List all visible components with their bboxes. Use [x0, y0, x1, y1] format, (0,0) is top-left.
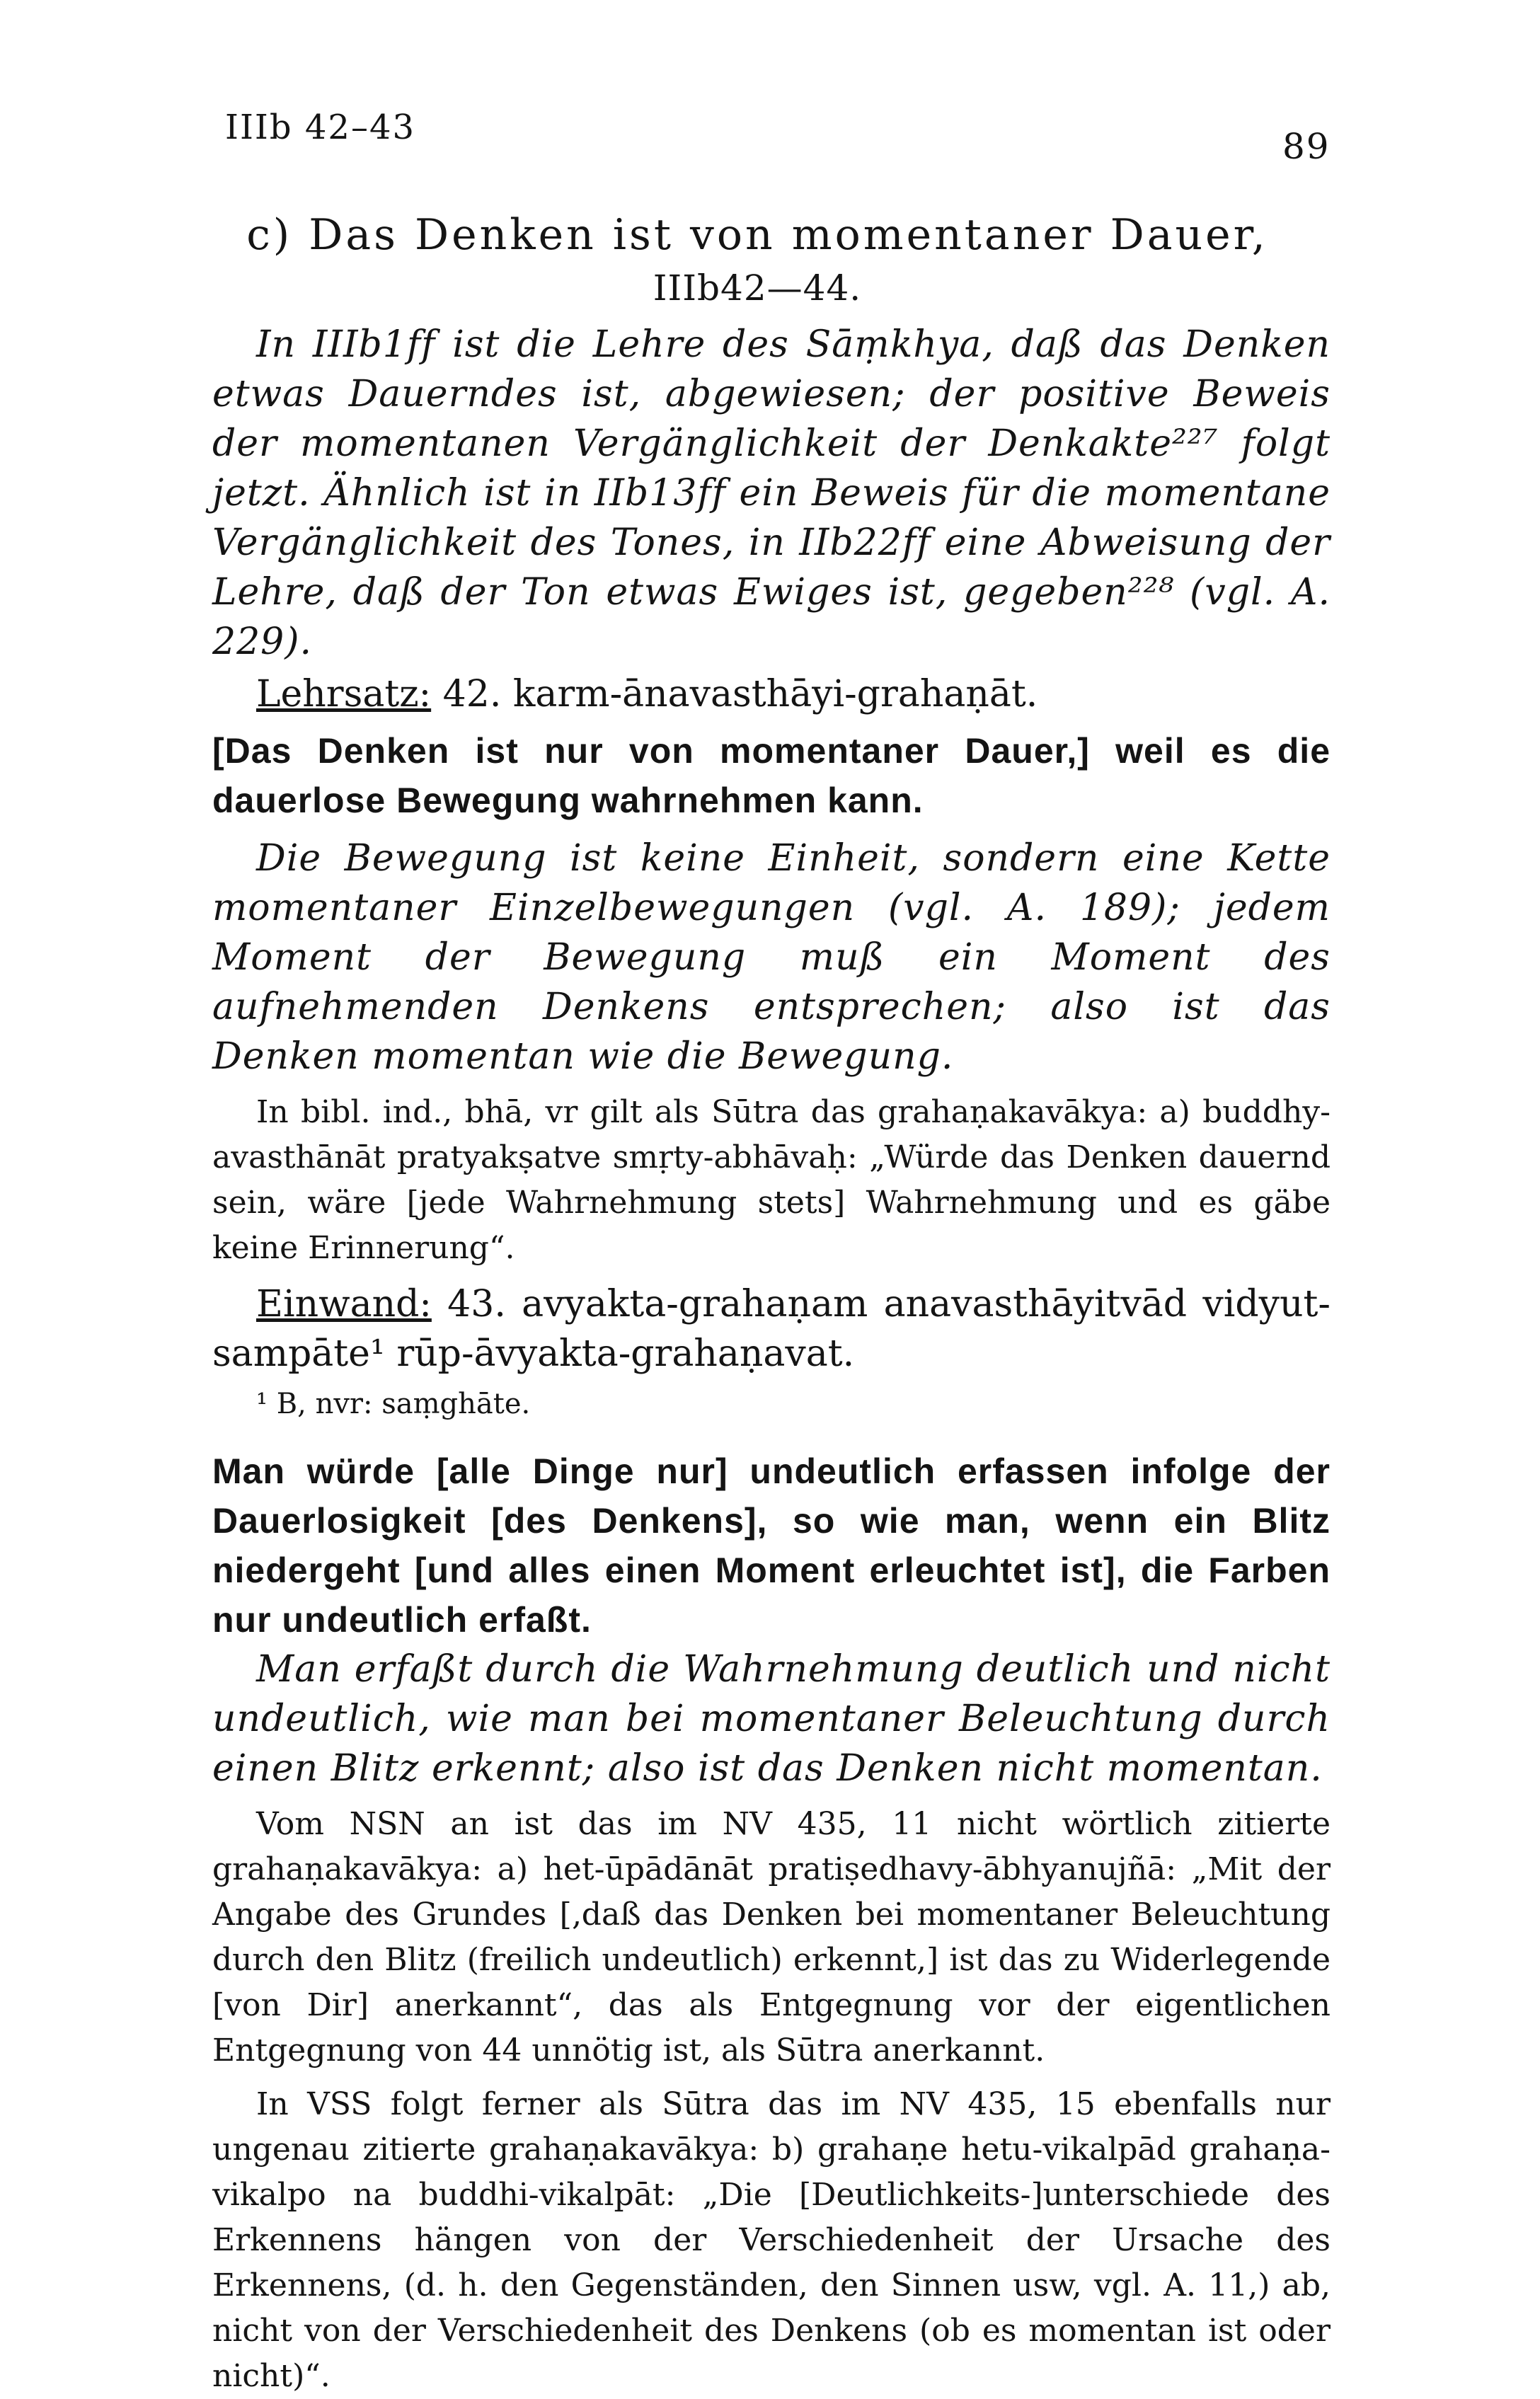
running-header: IIIb 42–43 [225, 108, 416, 147]
section-heading [212, 207, 1302, 313]
page-number: 89 [1282, 126, 1331, 167]
objection-label: Einwand: [256, 1283, 432, 1325]
objection-note-1: Vom NSN an ist das im NV 435, 11 nicht wörtlich zitierte grahaṇakavākya: a) het-ūpādānāt pratiṣedhavy-ābhyanujñā: „Mit der Angabe des Grundes [‚daß das Denken bei momentaner Beleuchtung durch den Blitz (freilich undeutlich) erkennt,] ist das zu Widerlegende [von Dir] anerkannt“, das als Entgegnung vor der eigentlichen Entgegnung von 44 unnötig ist, als Sūtra anerkannt. [212, 1806, 1331, 2069]
thesis-translation: [Das Denken ist nur von momentaner Dauer,] weil es die dauerlose Bewegung wahrnehmen kann. [212, 731, 1331, 820]
intro-paragraph: In IIIb1ff ist die Lehre des Sāṃkhya, daß das Denken etwas Dauerndes ist, abgewiesen; der positive Beweis der momentanen Vergänglichkeit der Denkakte²²⁷ folgt jetzt. Ähnlich ist in IIb13ff ein Beweis für die momentane Vergänglichkeit des Tones, in IIb22ff eine Abweisung der Lehre, daß der Ton etwas Ewiges ist, gegeben²²⁸ (vgl. A. 229). [212, 323, 1331, 663]
thesis-commentary: Die Bewegung ist keine Einheit, sondern eine Kette momentaner Einzelbewegungen (vgl. A. 189); jedem Moment der Bewegung muß ein Moment des aufnehmenden Denkens entsprechen; also ist das Denken momentan wie die Bewegung. [212, 837, 1331, 1078]
section-reference: IIIb42—44. [653, 267, 862, 309]
objection-text: 43. avyakta-grahaṇam anavasthāyitvād vidyut-sampāte¹ rūp-āvyakta-grahaṇavat. [212, 1283, 1331, 1375]
objection-translation: Man würde [alle Dinge nur] undeutlich erfassen infolge der Dauerlosigkeit [des Denkens], so wie man, wenn ein Blitz niedergeht [und alles einen Moment erleuchtet ist], die Farben nur undeutlich erfaßt. [212, 1451, 1331, 1640]
objection-sutra [212, 1279, 1331, 1379]
thesis-label: Lehrsatz: [256, 673, 432, 715]
footnote: ¹ B, nvr: saṃghāte. [256, 1388, 531, 1420]
objection-commentary: Man erfaßt durch die Wahrnehmung deutlich und nicht undeutlich, wie man bei momentaner Beleuchtung durch einen Blitz erkennt; also ist das Denken nicht momentan. [212, 1648, 1331, 1790]
section-title: c) Das Denken ist von momentaner Dauer, [246, 210, 1268, 260]
page-body [212, 320, 1331, 2399]
thesis-text: 42. karm-ānavasthāyi-grahaṇāt. [431, 673, 1038, 715]
thesis-note: In bibl. ind., bhā, vr gilt als Sūtra das grahaṇakavākya: a) buddhy-avasthānāt pratyakṣatve smṛty-abhāvaḥ: „Würde das Denken dauernd sein, wäre [jede Wahrnehmung stets] Wahrnehmung und es gäbe keine Erinnerung“. [212, 1094, 1331, 1266]
objection-note-2: In VSS folgt ferner als Sūtra das im NV 435, 15 ebenfalls nur ungenau zitierte grahaṇakavākya: b) grahaṇe hetu-vikalpād grahaṇa-vikalpo na buddhi-vikalpāt: „Die [Deutlichkeits-]unterschiede des Erkennens hängen von der Verschiedenheit der Ursache des Erkennens, (d. h. den Gegenständen, den Sinnen usw, vgl. A. 11,) ab, nicht von der Verschiedenheit des Denkens (ob es momentan ist oder nicht)“. [212, 2086, 1331, 2394]
thesis-sutra [212, 669, 1331, 719]
